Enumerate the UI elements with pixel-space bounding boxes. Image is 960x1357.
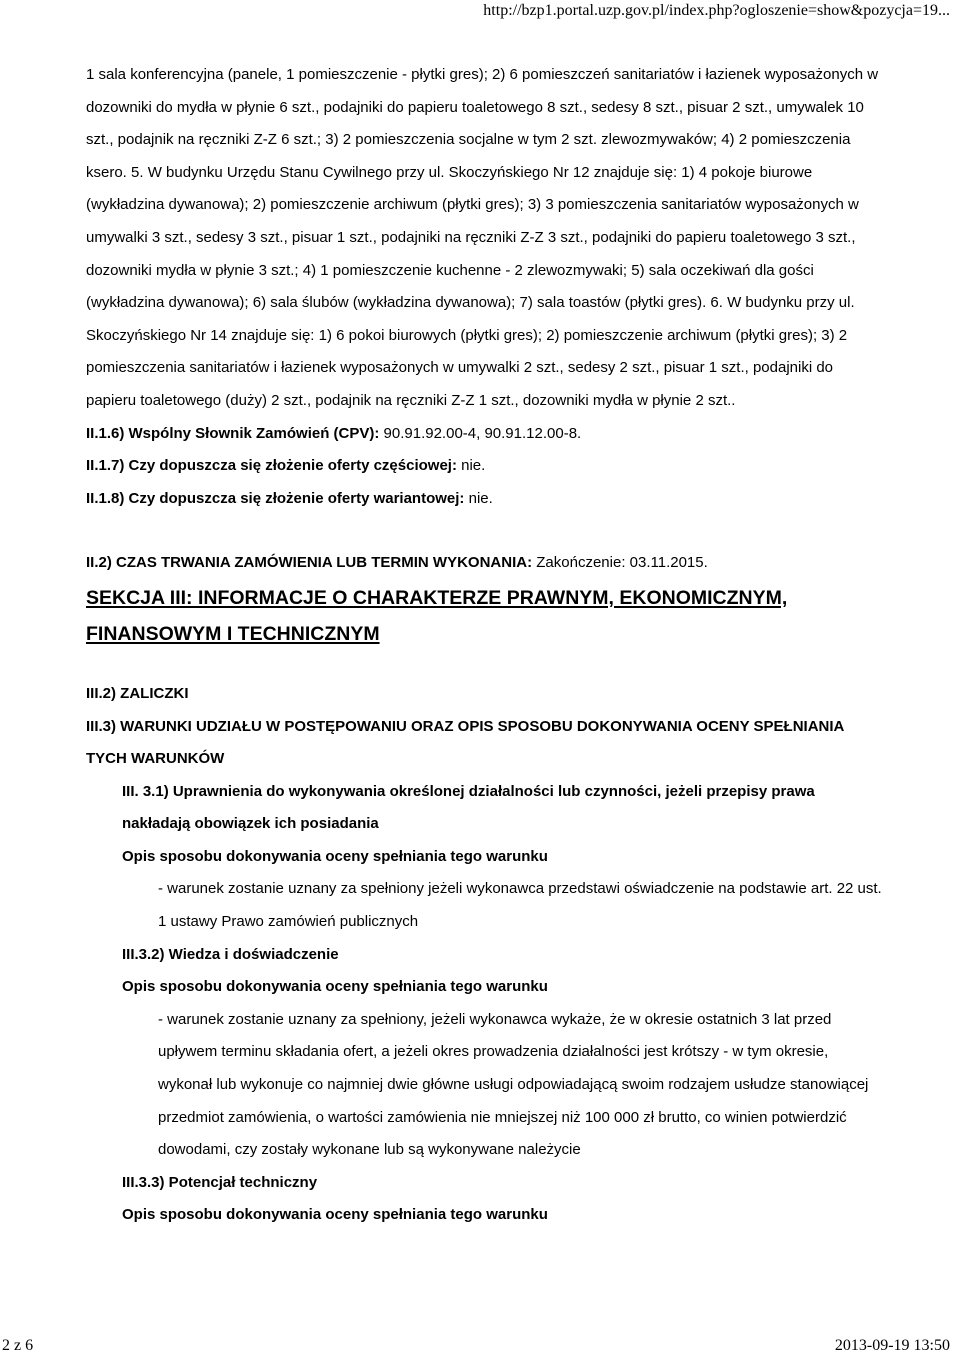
variant-offer-value: nie. <box>468 489 493 507</box>
variant-offer-label: II.1.8) Czy dopuszcza się złożenie oferty wariantowej: <box>86 489 465 507</box>
document-body <box>86 59 886 1232</box>
condition-3-3-desc-label: Opis sposobu dokonywania oceny spełniania tego warunku <box>122 1206 548 1224</box>
duration-line <box>86 547 886 580</box>
partial-offer-line <box>86 450 886 483</box>
condition-3-2-heading: III.3.2) Wiedza i doświadczenie <box>122 945 339 963</box>
premises-description: 1 sala konferencyjna (panele, 1 pomieszczenie - płytki gres); 2) 6 pomieszczeń sanitariatów i łazienek wyposażonych w dozowniki do mydła w płynie 6 szt., podajniki do papieru toaletowego 8 szt., sedesy 8 szt., pisuar 2 szt., umywalek 10 szt., podajnik na ręczniki Z-Z 6 szt.; 3) 2 pomieszczenia socjalne w tym 2 szt. zlewozmywaków; 4) 2 pomieszczenia ksero. 5. W budynku Urzędu Stanu Cywilnego przy ul. Skoczyńskiego Nr 12 znajduje się: 1) 4 pokoje biurowe (wykładzina dywanowa); 2) pomieszczenie archiwum (płytki gres); 3) 3 pomieszczenia sanitariatów wyposażonych w umywalki 3 szt., sedesy 3 szt., pisuar 1 szt., podajniki na ręczniki Z-Z 3 szt., podajniki do papieru toaletowego 3 szt., dozowniki mydła w płynie 3 szt.; 4) 1 pomieszczenie kuchenne - 2 zlewozmywaki; 5) sala oczekiwań dla gości (wykładzina dywanowa); 6) sala ślubów (wykładzina dywanowa); 7) sala toastów (płytki gres). 6. W budynku przy ul. Skoczyńskiego Nr 14 znajduje się: 1) 6 pokoi biurowych (płytki gres); 2) pomieszczenie archiwum (płytki gres); 3) 2 pomieszczenia sanitariatów i łazienek wyposażonych w umywalki 2 szt., sedesy 2 szt., pisuar 1 szt., podajniki do papieru toaletowego (duży) 2 szt., podajnik na ręczniki Z-Z 1 szt., dozowniki mydła w płynie 2 szt.. <box>86 66 879 409</box>
cpv-line <box>86 418 886 451</box>
partial-offer-label: II.1.7) Czy dopuszcza się złożenie oferty częściowej: <box>86 457 457 475</box>
print-datetime: 2013-09-19 13:50 <box>834 1337 950 1354</box>
condition-3-2-desc-label: Opis sposobu dokonywania oceny spełniania tego warunku <box>122 978 548 996</box>
page-url: http://bzp1.portal.uzp.gov.pl/index.php?ogloszenie=show&pozycja=19... <box>483 2 950 19</box>
section-3-title: SEKCJA III: INFORMACJE O CHARAKTERZE PRAWNYM, EKONOMICZNYM, FINANSOWYM I TECHNICZNYM <box>86 586 788 645</box>
duration-value: Zakończenie: 03.11.2015. <box>536 554 708 572</box>
duration-label: II.2) CZAS TRWANIA ZAMÓWIENIA LUB TERMIN WYKONANIA: <box>86 554 533 572</box>
condition-3-1-heading: III. 3.1) Uprawnienia do wykonywania określonej działalności lub czynności, jeżeli przepisy prawa nakładają obowiązek ich posiadania <box>122 782 815 833</box>
condition-3-1-desc-label: Opis sposobu dokonywania oceny spełniania tego warunku <box>122 847 548 865</box>
page-number: 2 z 6 <box>2 1337 34 1354</box>
partial-offer-value: nie. <box>461 457 486 475</box>
condition-3-1-desc: - warunek zostanie uznany za spełniony jeżeli wykonawca przedstawi oświadczenie na podstawie art. 22 ust. 1 ustawy Prawo zamówień publicznych <box>158 880 882 931</box>
cpv-value: 90.91.92.00-4, 90.91.12.00-8. <box>383 424 582 442</box>
cpv-label: II.1.6) Wspólny Słownik Zamówień (CPV): <box>86 424 380 442</box>
advances-heading: III.2) ZALICZKI <box>86 684 189 702</box>
condition-3-3-heading: III.3.3) Potencjał techniczny <box>122 1173 318 1191</box>
variant-offer-line <box>86 483 886 516</box>
conditions-heading: III.3) WARUNKI UDZIAŁU W POSTĘPOWANIU ORAZ OPIS SPOSOBU DOKONYWANIA OCENY SPEŁNIANIA TYCH WARUNKÓW <box>86 717 844 768</box>
condition-3-2-desc: - warunek zostanie uznany za spełniony, jeżeli wykonawca wykaże, że w okresie ostatnich 3 lat przed upływem terminu składania ofert, a jeżeli okres prowadzenia działalności jest krótszy - w tym okresie, wykonał lub wykonuje co najmniej dwie główne usługi odpowiadającą swoim rodzajem usłudze stanowiącej przedmiot zamówienia, o wartości zamówienia nie mniejszej niż 100 000 zł brutto, co winien potwierdzić dowodami, czy zostały wykonane lub są wykonywane należycie <box>158 1010 869 1159</box>
